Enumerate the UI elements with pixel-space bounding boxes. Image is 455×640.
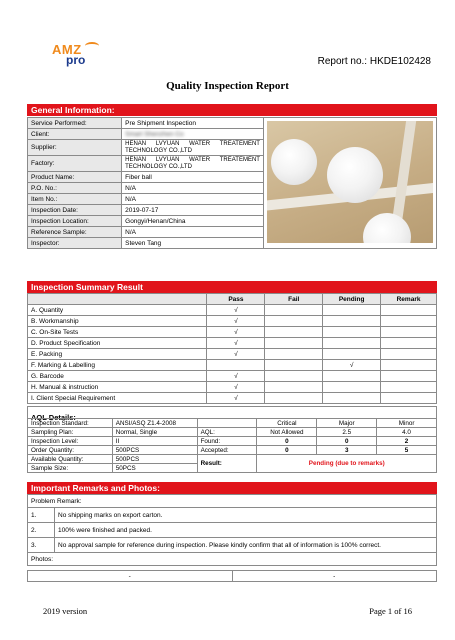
col-header-remark: Remark bbox=[381, 294, 437, 305]
remark-cell bbox=[381, 382, 437, 393]
inspector-value: Steven Tang bbox=[122, 238, 264, 249]
pending-mark bbox=[323, 316, 381, 327]
available-quantity-value: 500PCS bbox=[112, 455, 197, 464]
summary-item-name: C. On-Site Tests bbox=[28, 327, 207, 338]
result-status: Pending (due to remarks) bbox=[257, 455, 437, 473]
table-row bbox=[28, 118, 437, 129]
pending-mark bbox=[323, 393, 381, 404]
table-row bbox=[28, 360, 437, 371]
table-row bbox=[28, 316, 437, 327]
table-row bbox=[28, 349, 437, 360]
pass-mark: √ bbox=[207, 338, 265, 349]
remark-cell bbox=[381, 371, 437, 382]
logo-text-top: AMZ bbox=[52, 42, 82, 57]
table-header-row bbox=[28, 294, 437, 305]
item-no-value: N/A bbox=[122, 194, 264, 205]
result-label: Result: bbox=[197, 455, 257, 473]
aql-standard-value: ANSI/ASQ Z1.4-2008 bbox=[112, 419, 197, 428]
found-label: Found: bbox=[197, 437, 257, 446]
table-row bbox=[28, 446, 437, 455]
pending-mark bbox=[323, 338, 381, 349]
footer-page-number: Page 1 of 16 bbox=[369, 606, 412, 616]
found-critical: 0 bbox=[257, 437, 317, 446]
general-info-table bbox=[27, 117, 437, 249]
fiber-ball-image bbox=[327, 147, 383, 203]
supplier-line-1: HENAN LVYUAN WATER TREATEMENT bbox=[125, 140, 260, 147]
service-label: Service Performed: bbox=[28, 118, 122, 129]
inspection-summary-table bbox=[27, 293, 437, 404]
pass-mark: √ bbox=[207, 349, 265, 360]
table-row bbox=[28, 495, 437, 508]
inspection-level-label: Inspection Level: bbox=[28, 437, 113, 446]
factory-line-2: TECHNOLOGY CO.,LTD bbox=[125, 163, 192, 170]
summary-item-name: I. Client Special Requirement bbox=[28, 393, 207, 404]
col-header-item bbox=[28, 294, 207, 305]
accepted-critical: 0 bbox=[257, 446, 317, 455]
client-value-text: Smart Shenzhen Co bbox=[125, 130, 184, 138]
found-major: 0 bbox=[317, 437, 377, 446]
sample-size-label: Sample Size: bbox=[28, 464, 113, 473]
sample-size-value: 50PCS bbox=[112, 464, 197, 473]
aql-col-critical: Critical bbox=[257, 419, 317, 428]
aql-col-minor: Minor bbox=[377, 419, 437, 428]
client-label: Client: bbox=[28, 129, 122, 140]
summary-rows bbox=[28, 305, 437, 404]
fail-mark bbox=[265, 371, 323, 382]
summary-item-name: A. Quantity bbox=[28, 305, 207, 316]
table-row bbox=[28, 382, 437, 393]
reference-sample-value: N/A bbox=[122, 227, 264, 238]
table-row bbox=[28, 371, 437, 382]
remark-text: No approval sample for reference during inspection. Please kindly confirm that all of information is 100% correct. bbox=[55, 538, 437, 553]
aql-label: AQL: bbox=[197, 428, 257, 437]
remarks-heading: Important Remarks and Photos: bbox=[27, 482, 437, 494]
accepted-minor: 5 bbox=[377, 446, 437, 455]
summary-item-name: B. Workmanship bbox=[28, 316, 207, 327]
supplier-label: Supplier: bbox=[28, 140, 122, 156]
summary-item-name: E. Packing bbox=[28, 349, 207, 360]
factory-value bbox=[122, 156, 264, 172]
problem-remark-label: Problem Remark: bbox=[28, 495, 437, 508]
remark-text: 100% were finished and packed. bbox=[55, 523, 437, 538]
remark-cell bbox=[381, 360, 437, 371]
col-header-pending: Pending bbox=[323, 294, 381, 305]
photos-table bbox=[27, 570, 437, 582]
factory-label: Factory: bbox=[28, 156, 122, 172]
remark-cell bbox=[381, 338, 437, 349]
pending-mark: √ bbox=[323, 360, 381, 371]
product-name-label: Product Name: bbox=[28, 172, 122, 183]
pending-mark bbox=[323, 382, 381, 393]
table-row bbox=[28, 419, 437, 428]
aql-table bbox=[27, 418, 437, 473]
fail-mark bbox=[265, 360, 323, 371]
po-no-label: P.O. No.: bbox=[28, 183, 122, 194]
col-header-pass: Pass bbox=[207, 294, 265, 305]
product-name-value: Fiber ball bbox=[122, 172, 264, 183]
product-photo bbox=[267, 121, 433, 243]
remark-cell bbox=[381, 305, 437, 316]
table-row bbox=[28, 428, 437, 437]
fail-mark bbox=[265, 349, 323, 360]
pending-mark bbox=[323, 349, 381, 360]
supplier-line-2: TECHNOLOGY CO.,LTD bbox=[125, 147, 192, 154]
accepted-major: 3 bbox=[317, 446, 377, 455]
col-header-fail: Fail bbox=[265, 294, 323, 305]
table-row bbox=[28, 393, 437, 404]
pass-mark: √ bbox=[207, 305, 265, 316]
sampling-plan-label: Sampling Plan: bbox=[28, 428, 113, 437]
aql-heading: AQL Details: bbox=[31, 413, 76, 422]
inspection-level-value: II bbox=[112, 437, 197, 446]
pass-mark: √ bbox=[207, 371, 265, 382]
table-row bbox=[28, 538, 437, 553]
remark-cell bbox=[381, 327, 437, 338]
table-row bbox=[28, 455, 437, 464]
logo-arc-icon bbox=[85, 42, 99, 50]
pending-mark bbox=[323, 327, 381, 338]
table-row bbox=[28, 571, 437, 582]
fiber-ball-image bbox=[271, 139, 317, 185]
remark-number: 3. bbox=[28, 538, 55, 553]
aql-minor-value: 4.0 bbox=[377, 428, 437, 437]
aql-critical-value: Not Allowed bbox=[257, 428, 317, 437]
remark-cell bbox=[381, 393, 437, 404]
client-value bbox=[122, 129, 264, 140]
fail-mark bbox=[265, 327, 323, 338]
remark-number: 1. bbox=[28, 508, 55, 523]
pass-mark: √ bbox=[207, 316, 265, 327]
pending-mark bbox=[323, 305, 381, 316]
order-quantity-value: 500PCS bbox=[112, 446, 197, 455]
inspection-location-label: Inspection Location: bbox=[28, 216, 122, 227]
photos-label: Photos: bbox=[28, 553, 437, 566]
pass-mark: √ bbox=[207, 393, 265, 404]
photo-caption: - bbox=[28, 571, 233, 582]
pass-mark bbox=[207, 360, 265, 371]
remark-cell bbox=[381, 316, 437, 327]
supplier-value bbox=[122, 140, 264, 156]
fail-mark bbox=[265, 305, 323, 316]
table-row bbox=[28, 523, 437, 538]
table-row bbox=[28, 508, 437, 523]
page-title: Quality Inspection Report bbox=[166, 80, 289, 92]
aql-col-major: Major bbox=[317, 419, 377, 428]
item-no-label: Item No.: bbox=[28, 194, 122, 205]
fail-mark bbox=[265, 382, 323, 393]
available-quantity-label: Available Quantity: bbox=[28, 455, 113, 464]
sampling-plan-value: Normal, Single bbox=[112, 428, 197, 437]
inspection-location-value: Gongyi/Henan/China bbox=[122, 216, 264, 227]
table-row bbox=[28, 327, 437, 338]
order-quantity-label: Order Quantity: bbox=[28, 446, 113, 455]
pass-mark: √ bbox=[207, 327, 265, 338]
inspection-date-label: Inspection Date: bbox=[28, 205, 122, 216]
aql-major-value: 2.5 bbox=[317, 428, 377, 437]
aql-standard-label: Inspection Standard: bbox=[28, 419, 113, 428]
photo-caption: - bbox=[232, 571, 437, 582]
remark-cell bbox=[381, 349, 437, 360]
service-value: Pre Shipment Inspection bbox=[122, 118, 264, 129]
found-minor: 2 bbox=[377, 437, 437, 446]
logo-text-bottom: pro bbox=[66, 53, 86, 67]
factory-line-1: HENAN LVYUAN WATER TREATEMENT bbox=[125, 156, 260, 163]
inspector-label: Inspector: bbox=[28, 238, 122, 249]
table-row bbox=[28, 553, 437, 566]
inspection-date-value: 2019-07-17 bbox=[122, 205, 264, 216]
fail-mark bbox=[265, 338, 323, 349]
footer-version: 2019 version bbox=[43, 606, 88, 616]
aql-heading-box bbox=[27, 406, 437, 422]
remark-text: No shipping marks on export carton. bbox=[55, 508, 437, 523]
inspection-summary-heading: Inspection Summary Result bbox=[27, 281, 437, 293]
fail-mark bbox=[265, 316, 323, 327]
summary-item-name: G. Barcode bbox=[28, 371, 207, 382]
table-row bbox=[28, 305, 437, 316]
general-info-heading: General Information: bbox=[27, 104, 437, 116]
reference-sample-label: Reference Sample: bbox=[28, 227, 122, 238]
product-photo-cell bbox=[263, 118, 436, 249]
pending-mark bbox=[323, 371, 381, 382]
fail-mark bbox=[265, 393, 323, 404]
remark-number: 2. bbox=[28, 523, 55, 538]
report-number: Report no.: HKDE102428 bbox=[317, 56, 431, 67]
po-no-value: N/A bbox=[122, 183, 264, 194]
remarks-table bbox=[27, 494, 437, 566]
fiber-ball-image bbox=[363, 213, 411, 243]
summary-item-name: F. Marking & Labelling bbox=[28, 360, 207, 371]
table-row bbox=[28, 338, 437, 349]
pass-mark: √ bbox=[207, 382, 265, 393]
accepted-label: Accepted: bbox=[197, 446, 257, 455]
table-row bbox=[28, 437, 437, 446]
summary-item-name: D. Product Specification bbox=[28, 338, 207, 349]
summary-item-name: H. Manual & instruction bbox=[28, 382, 207, 393]
company-logo bbox=[52, 42, 102, 68]
